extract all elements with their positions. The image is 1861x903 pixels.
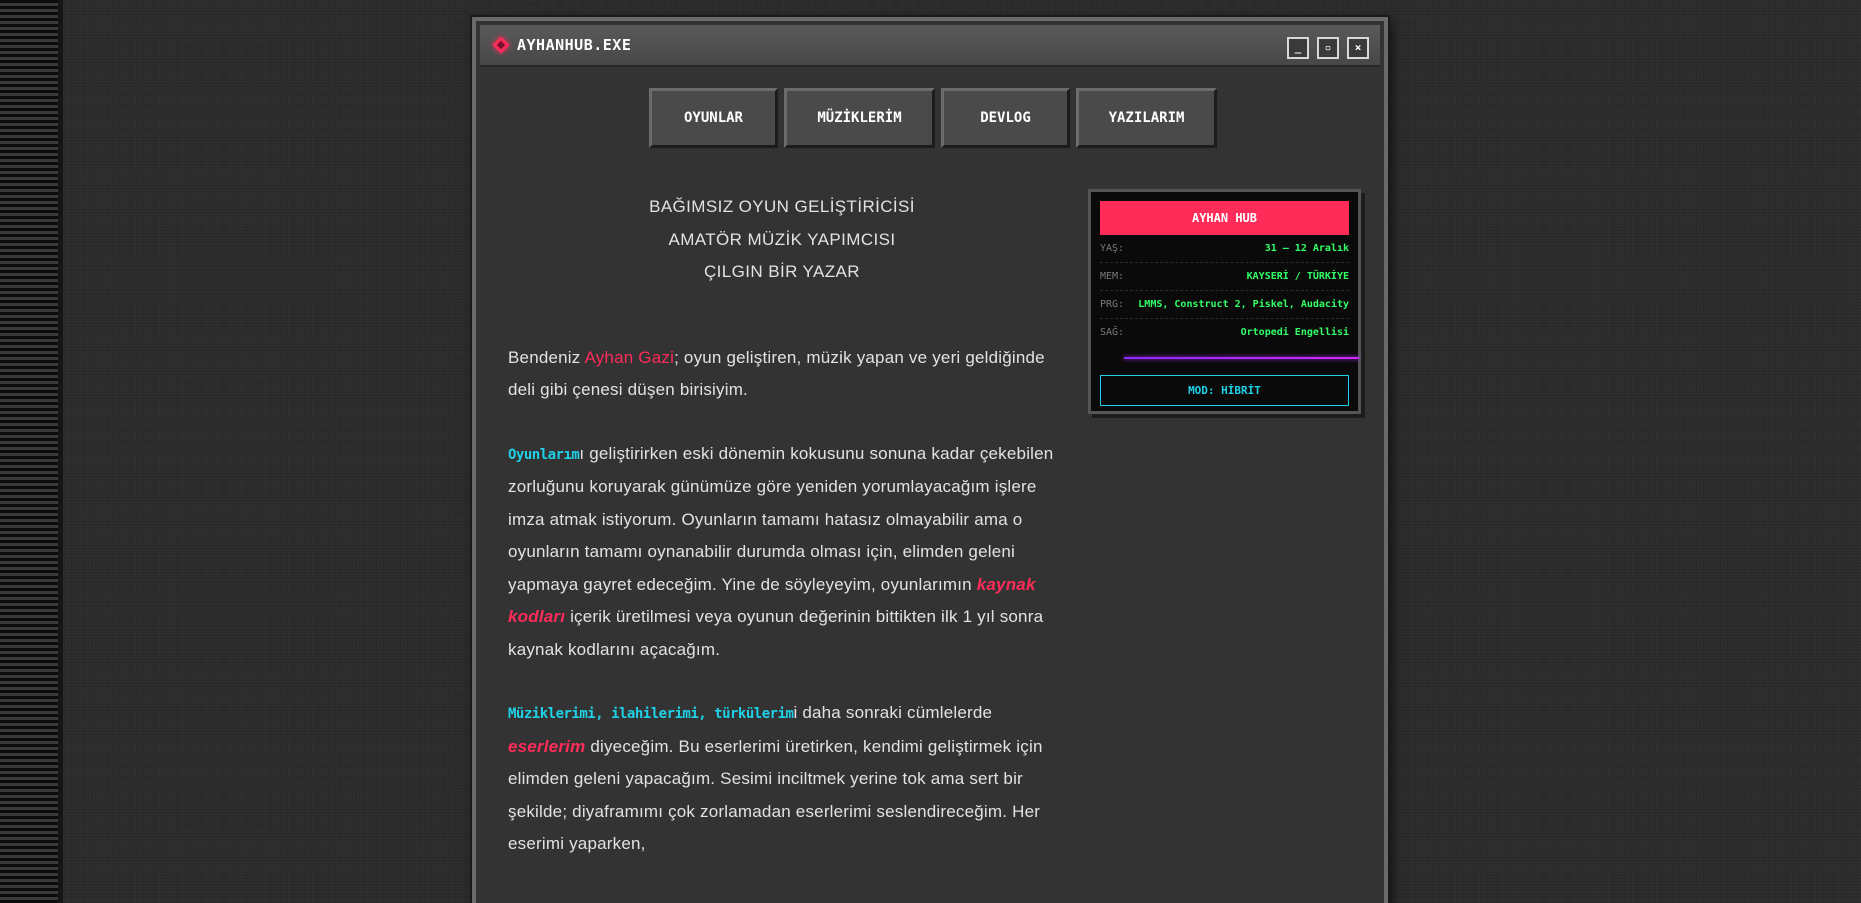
left-stripe-edge [58,0,63,903]
roles-list [508,191,1056,289]
mode-badge: MOD: HİBRİT [1100,375,1349,406]
music-text-2: diyeceğim. Bu eserlerimi üretirken, kendimi geliştirmek için elimden geleni yapacağım. Sesimi inciltmek yerine tok ama sert bir şekilde; diyaframımı çok zorlamadan eserlerimi seslendireceğim. Her eserimi yaparken, [508,736,1043,853]
nav-button-oyunlar[interactable]: OYUNLAR [649,88,778,148]
games-highlight: Oyunlarım [508,446,580,463]
card-row-programs [1100,291,1349,319]
minimize-button[interactable]: _ [1287,37,1309,59]
diamond-icon [493,37,510,54]
author-name: Ayhan Gazi [584,347,675,367]
card-row-hometown [1100,263,1349,291]
window-titlebar[interactable] [480,25,1380,67]
card-label: YAŞ: [1100,243,1125,254]
nav-button-devlog[interactable]: DEVLOG [941,88,1070,148]
maximize-button[interactable]: ▫ [1317,37,1339,59]
nav-button-yazilarim[interactable]: YAZILARIM [1076,88,1217,148]
card-row-health [1100,319,1349,346]
card-value: KAYSERİ / TÜRKİYE [1246,271,1349,282]
card-value: 31 – 12 Aralık [1264,243,1349,254]
card-row-age [1100,235,1349,263]
card-value: Ortopedi Engellisi [1240,327,1349,338]
card-divider-line [1124,357,1359,359]
app-window [472,17,1388,903]
profile-card [1088,189,1361,414]
close-button[interactable]: × [1347,37,1369,59]
games-text-1: ı geliştirirken eski dönemin kokusunu sonuna kadar çekebilen zorluğunu koruyarak günümüze göre yeniden yorumlayacağım işlere imza atmak istiyorum. Oyunların tamamı hatasız olmayabilir ama o oyunların tamamı oynanabilir durumda olması için, elimden geleni yapmaya gayret edeceğim. Yine de söyleyeyim, oyunlarımın [508,443,1054,594]
intro-text-start: Bendeniz [508,347,585,367]
source-code-emphasis: kaynak kodları [508,574,1036,626]
music-highlight: Müziklerimi, ilahilerimi, türkülerim [508,706,794,722]
card-header: AYHAN HUB [1100,201,1349,235]
nav-button-muziklerim[interactable]: MÜZİKLERİM [784,88,935,148]
card-label: MEM: [1100,271,1125,282]
works-emphasis: eserlerim [508,736,586,756]
intro-paragraph [508,342,1056,407]
left-stripe-decoration [0,0,58,903]
window-title: AYHANHUB.EXE [517,36,632,54]
games-text-2: içerik üretilmesi veya oyunun değerinin bittikten ilk 1 yıl sonra kaynak kodlarını açacağım. [508,607,1044,659]
card-label: SAĞ: [1100,327,1125,338]
music-paragraph [508,697,1056,861]
card-label: PRG: [1100,299,1125,310]
music-text-1: i daha sonraki cümlelerde [793,703,993,722]
games-paragraph [508,438,1056,667]
card-value: LMMS, Construct 2, Piskel, Audacity [1138,299,1349,310]
role-writer: ÇILGIN BİR YAZAR [704,262,860,281]
role-music-producer: AMATÖR MÜZİK YAPIMCISI [668,229,896,249]
about-content [508,191,1056,892]
role-game-developer: BAĞIMSIZ OYUN GELİŞTİRİCİSİ [649,197,915,216]
intro-text-end: ; oyun geliştiren, müzik yapan ve yeri geldiğinde deli gibi çenesi düşen birisiyim. [508,347,1045,399]
